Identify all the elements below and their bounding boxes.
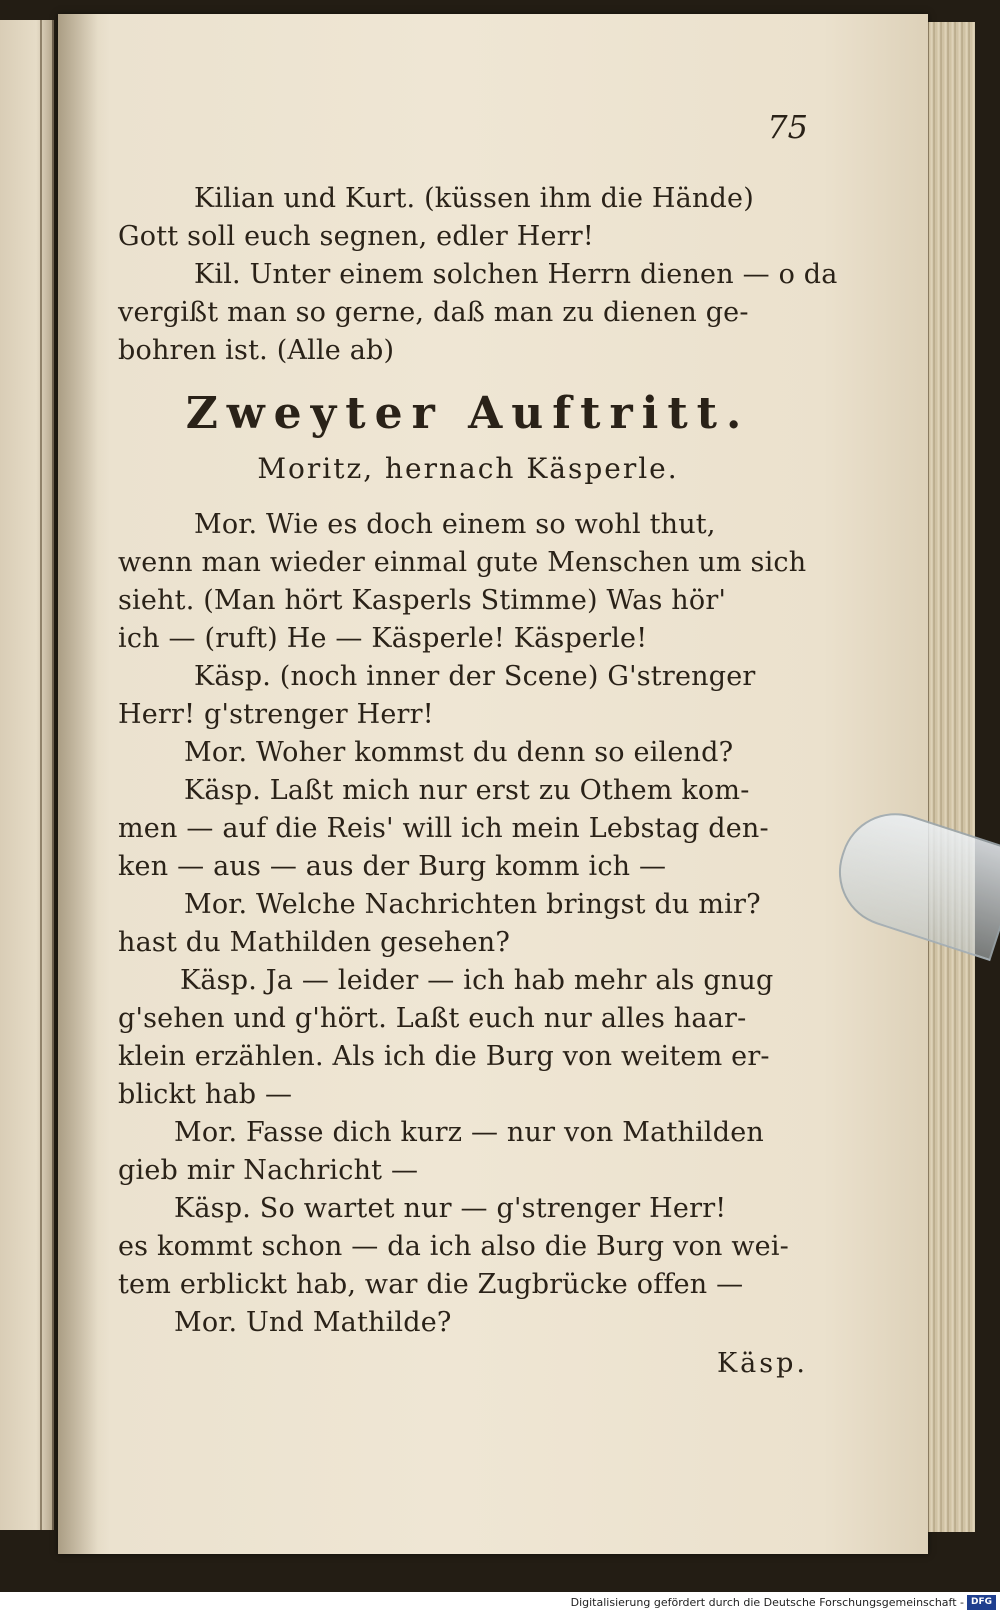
text-line: Käsp. (noch inner der Scene) G'strenger bbox=[194, 661, 756, 692]
page-stack-edge bbox=[928, 22, 975, 1532]
catchword: Käsp. bbox=[717, 1348, 808, 1379]
text-line: ken — aus — aus der Burg komm ich — bbox=[118, 851, 667, 882]
text-line: blickt hab — bbox=[118, 1079, 293, 1110]
text-line: vergißt man so gerne, daß man zu dienen ge- bbox=[118, 297, 749, 328]
text-line: wenn man wieder einmal gute Menschen um sich bbox=[118, 547, 807, 578]
funding-notice: Digitalisierung gefördert durch die Deutsche Forschungsgemeinschaft - bbox=[570, 1596, 964, 1609]
text-line: es kommt schon — da ich also die Burg von wei- bbox=[118, 1231, 789, 1262]
scene-heading: Zweyter Auftritt. bbox=[185, 388, 751, 439]
dfg-logo: DFG bbox=[967, 1595, 996, 1610]
text-line: Gott soll euch segnen, edler Herr! bbox=[118, 221, 594, 252]
footer-bar bbox=[0, 1592, 1000, 1615]
text-line: Mor. Wie es doch einem so wohl thut, bbox=[194, 509, 716, 540]
text-line: klein erzählen. Als ich die Burg von weitem er- bbox=[118, 1041, 770, 1072]
text-line: Käsp. So wartet nur — g'strenger Herr! bbox=[174, 1193, 727, 1224]
text-line: men — auf die Reis' will ich mein Lebstag den- bbox=[118, 813, 769, 844]
text-line: Käsp. Ja — leider — ich hab mehr als gnug bbox=[180, 965, 774, 996]
text-line: gieb mir Nachricht — bbox=[118, 1155, 419, 1186]
text-line: ich — (ruft) He — Käsperle! Käsperle! bbox=[118, 623, 648, 654]
text-line: bohren ist. (Alle ab) bbox=[118, 335, 395, 366]
text-line: Kil. Unter einem solchen Herrn dienen — o da bbox=[194, 259, 838, 290]
spine-shadow bbox=[58, 14, 98, 1554]
text-line: Käsp. Laßt mich nur erst zu Othem kom- bbox=[184, 775, 750, 806]
text-line: Mor. Welche Nachrichten bringst du mir? bbox=[184, 889, 761, 920]
text-line: Mor. Woher kommst du denn so eilend? bbox=[184, 737, 734, 768]
text-line: sieht. (Man hört Kasperls Stimme) Was hör' bbox=[118, 585, 727, 616]
text-line: Herr! g'strenger Herr! bbox=[118, 699, 434, 730]
text-line: g'sehen und g'hört. Laßt euch nur alles haar- bbox=[118, 1003, 747, 1034]
page-number: 75 bbox=[767, 108, 808, 146]
left-page-edge bbox=[0, 20, 54, 1530]
text-line: hast du Mathilden gesehen? bbox=[118, 927, 511, 958]
scene-characters: Moritz, hernach Käsperle. bbox=[257, 452, 679, 485]
text-line: Mor. Und Mathilde? bbox=[174, 1307, 452, 1338]
text-line: Kilian und Kurt. (küssen ihm die Hände) bbox=[194, 183, 754, 214]
text-line: tem erblickt hab, war die Zugbrücke offen — bbox=[118, 1269, 744, 1300]
text-line: Mor. Fasse dich kurz — nur von Mathilden bbox=[174, 1117, 764, 1148]
